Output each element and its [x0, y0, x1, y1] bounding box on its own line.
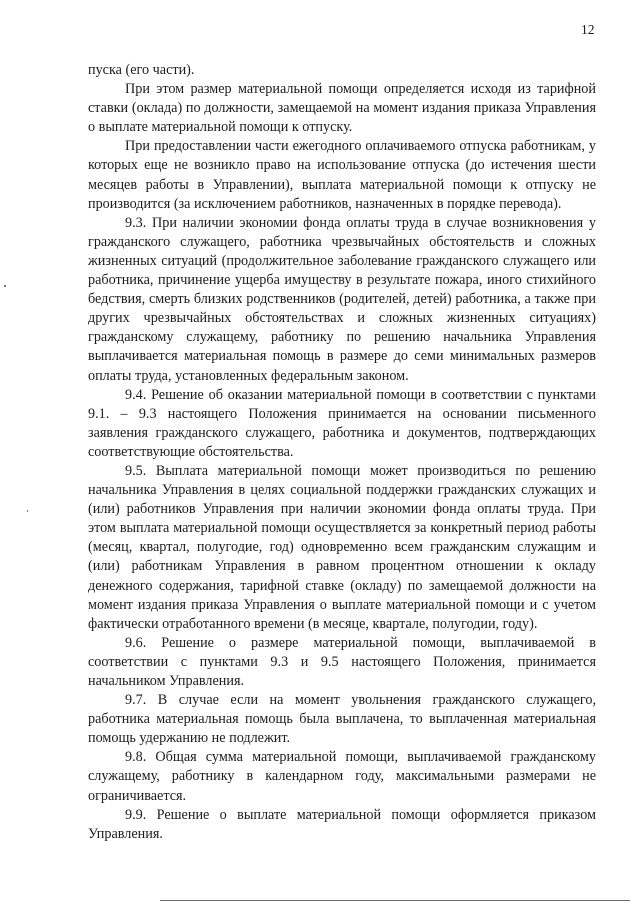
- paragraph-9-7: 9.7. В случае если на момент увольнения гражданского служащего, работника материальная помощь была выплачена, то выплаченная материальная помощь удержанию не подлежит.: [88, 692, 596, 747]
- paragraph-9-3: 9.3. При наличии экономии фонда оплаты труда в случае возникновения у гражданского служащего, работника чрезвычайных обстоятельств и сложных жизненных ситуаций (продолжительное заболевание гражданского служащего или работника, причинение ущерба имуществу в результате пожара, иного стихийного бедствия, смерть близких родственников (родителей, детей) работника, а также при других чрезвычайных обстоятельствах и сложных жизненных ситуациях) гражданскому служащему, работнику по решению начальника Управления выплачивается материальная помощь в размере до семи минимальных размеров оплаты труда, установленных федеральным законом.: [88, 214, 596, 384]
- paragraph-9-5: 9.5. Выплата материальной помощи может производиться по решению начальника Управления в целях социальной поддержки гражданских служащих и (или) работников Управления при наличии экономии фонда оплаты труда. При этом выплата материальной помощи осуществляется за конкретный период работы (месяц, квартал, полугодие, год) одновременно всем гражданским служащим и (или) работникам Управления в равном процентном отношении к окладу денежного содержания, тарифной ставке (окладу) по замещаемой должности на момент издания приказа Управления о выплате материальной помощи и с учетом фактически отработанного времени (в месяце, квартале, полугодии, году).: [88, 462, 596, 632]
- page-number: 12: [581, 22, 595, 37]
- scan-edge-line: [160, 900, 630, 901]
- paragraph-continuation: пуска (его части).: [88, 62, 195, 78]
- scan-speck: [27, 510, 28, 512]
- scan-speck: [4, 285, 6, 287]
- paragraph-9-4: 9.4. Решение об оказании материальной помощи в соответствии с пунктами 9.1. – 9.3 настоящего Положения принимается на основании письменного заявления гражданского служащего, работника и документов, подтверждающих соответствующие обстоятельства.: [88, 386, 596, 460]
- document-body: [88, 61, 596, 844]
- paragraph-partial-leave: При предоставлении части ежегодного оплачиваемого отпуска работникам, у которых еще не возникло право на использование отпуска (до истечения шести месяцев работы в Управлении), выплата материальной помощи к отпуску не производится (за исключением работников, назначенных в порядке перевода).: [88, 138, 596, 212]
- paragraph-tariff-rate: При этом размер материальной помощи определяется исходя из тарифной ставки (оклада) по должности, замещаемой на момент издания приказа Управления о выплате материальной помощи к отпуску.: [88, 81, 596, 136]
- paragraph-9-9: 9.9. Решение о выплате материальной помощи оформляется приказом Управления.: [88, 806, 596, 842]
- paragraph-9-8: 9.8. Общая сумма материальной помощи, выплачиваемой гражданскому служащему, работнику в календарном году, максимальными размерами не ограничивается.: [88, 749, 596, 804]
- paragraph-9-6: 9.6. Решение о размере материальной помощи, выплачиваемой в соответствии с пунктами 9.3 и 9.5 настоящего Положения, принимается начальником Управления.: [88, 634, 596, 689]
